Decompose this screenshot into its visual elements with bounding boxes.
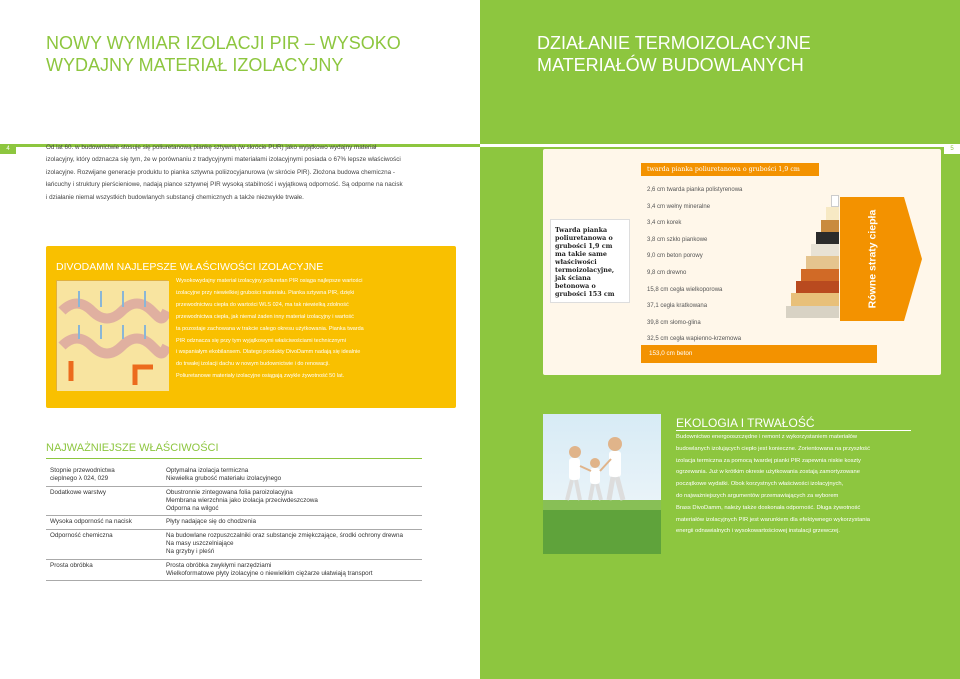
properties-rule [46, 458, 422, 459]
chart-label-first: twarda pianka poliuretanowa o grubości 1,9 cm [641, 163, 819, 176]
box-line: Poliuretanowe materiały izolacyjne osiągają zwykle żywotność 50 lat. [176, 373, 345, 380]
intro-paragraph [46, 142, 456, 204]
right-page-number: 5 [944, 144, 960, 154]
divodamm-box-text [176, 276, 406, 383]
box-line: przewodnictwa ciepła, jak niemal żaden inny materiał izolacyjny i wartość [176, 313, 354, 320]
eco-line: do najważniejszych argumentów przemawiających za wyborem [676, 492, 839, 499]
properties-table [46, 465, 422, 581]
eco-line: energii odnawialnych i wysokowartościowej instalacji grzewczej. [676, 528, 840, 535]
table-row [46, 530, 422, 560]
table-row [46, 465, 422, 487]
eco-line: Brass DivoDamm, należy także doskonała odporność. Długa żywotność [676, 504, 861, 511]
property-name: Odporność chemiczna [50, 531, 113, 539]
box-line: izolacyjne przy niewielkiej grubości materiału. Pianka sztywna PIR, dzięki [176, 289, 355, 296]
property-name: Wysoka odporność na nacisk [50, 518, 132, 526]
eco-line: izolacja termiczna za pomocą twardej pianki PIR zapewnia niskie koszty [676, 457, 861, 464]
chart-bar [826, 207, 839, 219]
box-line: do trwałej izolacji dachu w nowym budownictwie i do renowacji. [176, 361, 330, 368]
chart-bar [816, 232, 839, 244]
property-value: Płyty nadające się do chodzenia [166, 518, 256, 526]
arrow-head [904, 197, 922, 321]
chart-label: 3,8 cm szkło piankowe [647, 236, 708, 243]
intro-line: i działanie niemal wszystkich budowlanych substancji chemicznych a także niezwykle trwałe. [46, 193, 304, 201]
eco-paragraph [676, 432, 918, 538]
box-line: PIR odznacza się przy tym wyjątkowymi właściwościami technicznymi [176, 337, 346, 344]
left-page-title: NOWY WYMIAR IZOLACJI PIR – WYSOKO WYDAJNY MATERIAŁ IZOLACYJNY [46, 33, 401, 75]
eco-title: EKOLOGIA I TRWAŁOŚĆ [676, 416, 815, 430]
divodamm-box-title: DIVODAMM NAJLEPSZE WŁAŚCIWOŚCI IZOLACYJNE [56, 261, 324, 273]
chart-note: Twarda pianka poliuretanowa o grubości 1,9 cm ma takie same właściwości termoizolacyjne, jak ściana betonowa o grubości 153 cm [550, 219, 630, 303]
insulation-illustration [56, 280, 168, 390]
right-title-rule [480, 144, 960, 147]
eco-rule [676, 430, 911, 431]
arrow-label: Równe straty ciepła [866, 209, 878, 309]
chart-bar [831, 195, 839, 207]
family-photo [543, 414, 661, 554]
intro-line: izolacyjny, który odznacza się tym, że w porównaniu z tradycyjnymi materiałami izolacyjnymi posiada o 67% lepsze właściwości [46, 156, 401, 164]
chart-label: 3,4 cm korek [647, 220, 682, 227]
left-page-number: 4 [0, 144, 16, 154]
eco-line: budowlanych izolujących ciepło jest konieczne. Zorientowana na przyszłość [676, 445, 870, 452]
chart-label-last: 153,0 cm beton [641, 345, 877, 363]
chart-label: 9,0 cm beton porowy [647, 253, 703, 260]
intro-line: Od lat 60. w budownictwie stosuje się poliuretanową piankę sztywną (w skrócie PUR) jako wyjątkowo wydajny materiał [46, 144, 377, 151]
chart-label: 9,8 cm drewno [647, 270, 687, 276]
right-page-title: DZIAŁANIE TERMOIZOLACYJNE MATERIAŁÓW BUDOWLANYCH [537, 33, 811, 75]
table-row [46, 487, 422, 517]
property-name: Prosta obróbka [50, 561, 93, 569]
property-value: Obustronnie zintegowana folia paroizolacyjna Membrana wierzchnia jako izolacja przeciwdeszczowa Odporna na wilgoć [166, 488, 318, 513]
chart-bar [801, 269, 839, 281]
properties-title: NAJWAŻNIEJSZE WŁAŚCIWOŚCI [46, 442, 219, 454]
intro-line: łańcuchy i struktury pierścieniowe, nadają piance sztywnej PIR wysoką stabilność i wyjątkową odporność. Są odporne na nacisk [46, 181, 403, 189]
chart-label: 15,8 cm cegła wielkoporowa [647, 286, 723, 293]
eco-line: Budownictwo energooszczędne i remont z wykorzystaniem materiałów [676, 434, 858, 440]
property-value: Prosta obróbka zwykłymi narzędziami Wielkoformatowe płyty izolacyjne o niewielkim ciężarze ułatwiają transport [166, 561, 373, 577]
box-line: i wspaniałym ekobilansem. Dlatego produkty DivoDamm nadają się idealnie [176, 349, 361, 356]
box-line: ta pozostaje zachowana w trakcie całego okresu użytkowania. Pianka twarda [176, 325, 364, 332]
chart-label: 2,6 cm twarda pianka polistyrenowa [647, 187, 743, 193]
chart-bar [811, 244, 839, 256]
eco-line: ogrzewania. Już w krótkim okresie użytkowania zostają zamortyzowane [676, 469, 860, 476]
intro-line: izolacyjne. Rozwijane generacje produktu to pianka sztywna poliizocyjanurowa (w skrócie PIR). Złożona budowa chemiczna - [46, 168, 395, 176]
chart-bar [796, 281, 839, 293]
chart-bar [806, 256, 839, 268]
chart-bar [786, 306, 839, 318]
chart-label: 39,8 cm słomo-glina [647, 319, 701, 326]
chart-bar [791, 293, 839, 305]
property-value: Optymalna izolacja termiczna Niewielka grubość materiału izolacyjnego [166, 467, 282, 483]
chart-label: 3,4 cm wełny mineralne [647, 203, 711, 210]
divodamm-info-box [46, 246, 456, 408]
eco-line: materiałów izolacyjnych PIR jest warunkiem dla efektywnego wykorzystania [676, 516, 870, 523]
table-row [46, 560, 422, 582]
property-name: Dodatkowe warstwy [50, 488, 106, 496]
chart-label: 37,1 cegła kratkowana [647, 303, 708, 310]
property-value: Na budowlane rozpuszczalniki oraz substancje zmiękczające, środki ochrony drewna Na masy uszczelniające Na grzyby i pleśń [166, 531, 403, 556]
table-row [46, 516, 422, 529]
chart-bar [821, 220, 839, 232]
property-name: Stopnie przewodnictwa cieplnego λ 024, 029 [50, 467, 115, 483]
chart-label: 32,5 cm cegła wapienno-krzemowa [647, 336, 742, 343]
eco-line: początkowe wydatki. Obok korzystnych właściwości izolacyjnych, [676, 481, 844, 488]
box-line: przewodnictwu ciepła do wartości WLS 024, ma tak niewielką zdolność [176, 301, 349, 308]
insulation-comparison-chart [543, 149, 941, 375]
box-line: Wysokowydajny materiał izolacyjny poliuretan PIR osiąga najlepsze wartości [176, 278, 363, 284]
